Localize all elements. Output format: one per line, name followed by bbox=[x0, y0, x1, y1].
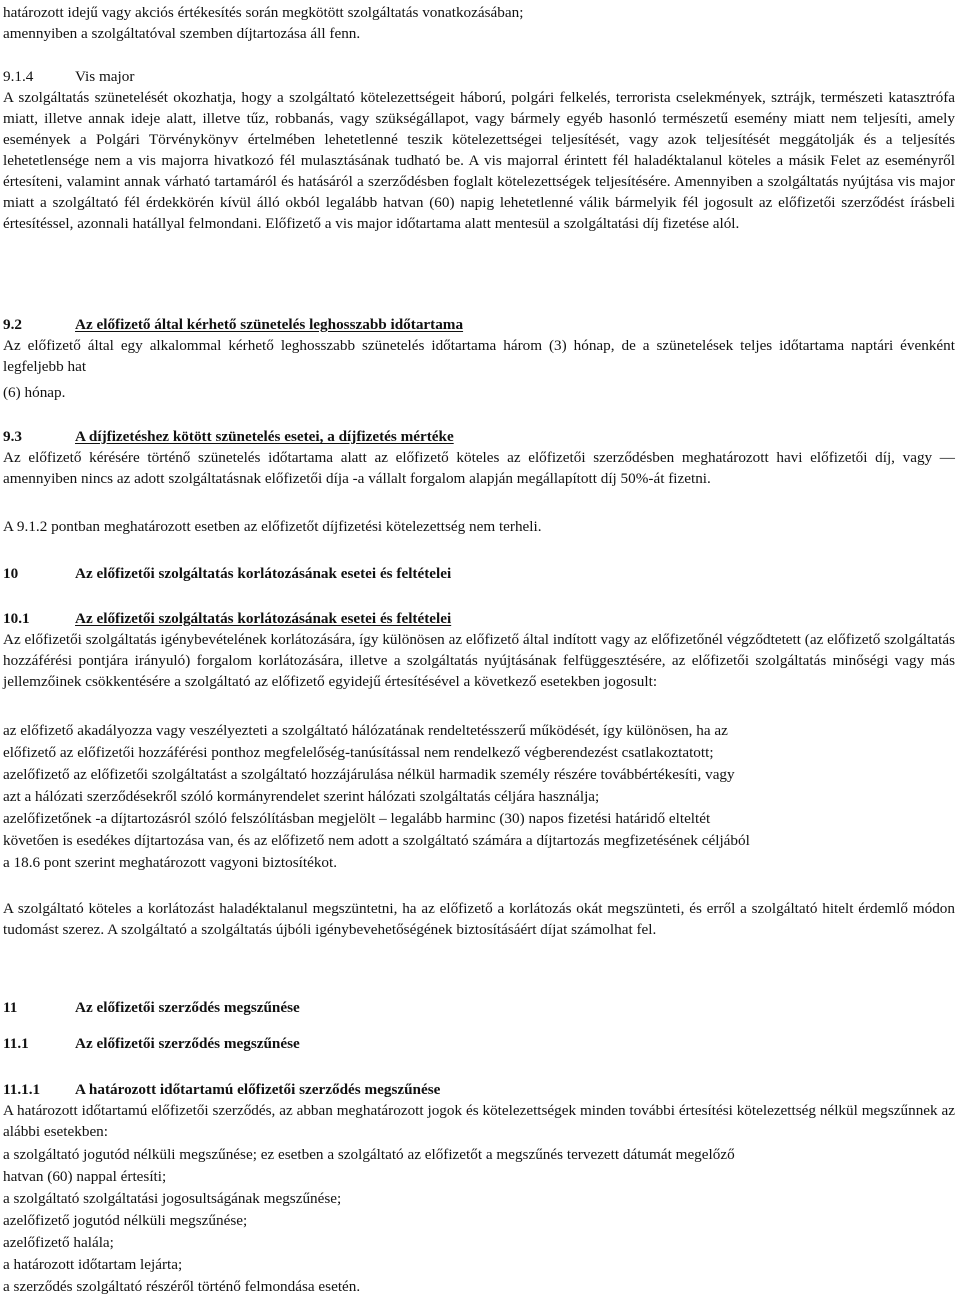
list-item-4: azelőfizető halála; bbox=[3, 1234, 114, 1251]
list-item-1b: hatvan (60) nappal értesíti; bbox=[3, 1168, 167, 1185]
section-title: Az előfizetői szolgáltatás korlátozásának esetei és feltételei bbox=[75, 610, 452, 627]
section-number: 10 bbox=[3, 565, 19, 582]
section-11-1-1-body: A határozott időtartamú előfizetői szerződés, az abban meghatározott jogok és kötelezettségek minden további értesítési kötelezettség nélkül megszűnnek az alábbi esetekben: bbox=[3, 1102, 955, 1140]
section-11-1-1-heading bbox=[3, 1079, 955, 1100]
list-item-2: a szolgáltató szolgáltatási jogosultságának megszűnése; bbox=[3, 1190, 342, 1207]
section-number: 9.3 bbox=[3, 428, 22, 445]
list-item-1a: az előfizető akadályozza vagy veszélyezteti a szolgáltató hálózatának rendeltetésszerű működését, így különösen, ha az bbox=[3, 722, 728, 739]
section-title: Vis major bbox=[75, 68, 135, 85]
section-title: Az előfizetői szerződés megszűnése bbox=[75, 999, 300, 1016]
section-10-heading bbox=[3, 563, 955, 584]
section-title: Az előfizető által kérhető szünetelés leghosszabb időtartama bbox=[75, 316, 464, 333]
section-10-1-para-2: A szolgáltató köteles a korlátozást haladéktalanul megszüntetni, ha az előfizető a korlátozás okát megszünteti, és erről a szolgáltató hitelt érdemlő módon tudomást szerez. A szolgáltató a szolgáltatás újbóli igénybevehetőségének biztosításáért díjat számolhat fel. bbox=[3, 900, 955, 938]
section-number: 9.2 bbox=[3, 316, 22, 333]
list-item-3: azelőfizető jogutód nélküli megszűnése; bbox=[3, 1212, 248, 1229]
list-item-2b: azt a hálózati szerződésekről szóló kormányrendelet szerint hálózati szolgáltatás céljára használja; bbox=[3, 788, 600, 805]
section-9-1-4-heading bbox=[3, 66, 955, 87]
section-9-2-body-cont: (6) hónap. bbox=[3, 384, 66, 401]
section-11-1-heading bbox=[3, 1033, 955, 1054]
section-title: Az előfizetői szolgáltatás korlátozásának esetei és feltételei bbox=[75, 565, 452, 582]
section-10-1-heading bbox=[3, 608, 955, 629]
list-item-2a: azelőfizető az előfizetői szolgáltatást a szolgáltató hozzájárulása nélkül harmadik személy részére továbbértékesíti, vagy bbox=[3, 766, 735, 783]
list-item-3b: követően is esedékes díjtartozása van, és az előfizető nem adott a szolgáltató számára a díjtartozás megfizetésének céljából bbox=[3, 832, 750, 849]
section-number: 11 bbox=[3, 999, 18, 1016]
section-10-1-body: Az előfizetői szolgáltatás igénybevételének korlátozására, így különösen az előfizető által indított vagy az előfizetőnél végződtetett (az előfizető szolgáltatás hozzáférési pontjára irányuló) forgalom korlátozására, illetve a szolgáltatás nyújtásának felfüggesztésére, az előfizetői szolgáltatás minőségi vagy más jellemzőinek csökkentésére a szolgáltató az előfizető egyidejű értesítésével a következő esetekben jogosult: bbox=[3, 631, 955, 690]
section-number: 9.1.4 bbox=[3, 68, 34, 85]
intro-line-2: amennyiben a szolgáltatóval szemben díjtartozása áll fenn. bbox=[3, 25, 361, 42]
section-title: A határozott időtartamú előfizetői szerződés megszűnése bbox=[75, 1081, 441, 1098]
list-item-3a: azelőfizetőnek -a díjtartozásról szóló felszólításban megjelölt – legalább harminc (30) napos fizetési határidő elteltét bbox=[3, 810, 711, 827]
section-title: Az előfizetői szerződés megszűnése bbox=[75, 1035, 300, 1052]
list-item-3c: a 18.6 pont szerint meghatározott vagyoni biztosítékot. bbox=[3, 854, 338, 871]
section-9-2-body: Az előfizető által egy alkalommal kérhető leghosszabb szünetelés időtartama három (3) hónap, de a szünetelések teljes időtartama naptári évenként legfeljebb hat bbox=[3, 337, 955, 375]
section-number: 11.1 bbox=[3, 1035, 29, 1052]
list-item-5: a határozott időtartam lejárta; bbox=[3, 1256, 183, 1273]
list-item-1a: a szolgáltató jogutód nélküli megszűnése; ez esetben a szolgáltató az előfizetőt a megszűnés tervezett dátumát megelőző bbox=[3, 1146, 735, 1163]
section-9-3-heading bbox=[3, 426, 955, 447]
section-9-3-body-2: A 9.1.2 pontban meghatározott esetben az előfizetőt díjfizetési kötelezettség nem terheli. bbox=[3, 518, 542, 535]
section-title: A díjfizetéshez kötött szünetelés esetei, a díjfizetés mértéke bbox=[75, 428, 454, 445]
section-9-2-heading bbox=[3, 314, 955, 335]
section-11-heading bbox=[3, 997, 955, 1018]
list-item-6: a szerződés szolgáltató részéről történő felmondása esetén. bbox=[3, 1278, 361, 1295]
list-item-1b: előfizető az előfizetői hozzáférési ponthoz megfelelőség-tanúsítással nem rendelkező végberendezést csatlakoztatott; bbox=[3, 744, 714, 761]
intro-line-1: határozott idejű vagy akciós értékesítés során megkötött szolgáltatás vonatkozásában; bbox=[3, 4, 524, 21]
section-number: 10.1 bbox=[3, 610, 30, 627]
section-9-3-body: Az előfizető kérésére történő szünetelés időtartama alatt az előfizető köteles az előfizetői szerződésben meghatározott havi előfizetői díj, vagy — amennyiben nincs az adott szolgáltatásnak előfizetői díja -a vállalt forgalom alapján megállapított díj 50%-át fizetni. bbox=[3, 449, 955, 487]
section-9-1-4-body: A szolgáltatás szünetelését okozhatja, hogy a szolgáltató kötelezettségeit háború, polgári felkelés, terrorista cselekmények, sztrájk, természeti katasztrófa miatt, illetve annak ideje alatt, illetve tűz, robbanás, vagy szükségállapot, vagy bármely egyéb hasonló természetű esemény miatt nem teljesíti, amely események a Polgári Törvénykönyv értelmében lehetetlenné teszik kötelezettségei teljesítését, vagy azok teljesítését meggátolják és a teljesítés lehetetlensége nem a vis majorra hivatkozó fél mulasztásának tudható be. A vis majorral érintett fél haladéktalanul köteles a másik Felet az eseményről értesíteni, valamint annak várható tartamáról és hatásáról a szerződésben foglalt kötelezettségek teljesítésére. Amennyiben a szolgáltatás nyújtása vis major miatt a szolgáltató fél érdekkörén kívül álló okból legalább hatvan (60) napig lehetetlenné válik bármelyik fél jogosult az előfizetői szerződést írásbeli értesítéssel, azonnali hatállyal felmondani. Előfizető a vis major időtartama alatt mentesül a szolgáltatási díj fizetése alól. bbox=[3, 89, 955, 232]
section-number: 11.1.1 bbox=[3, 1081, 41, 1098]
